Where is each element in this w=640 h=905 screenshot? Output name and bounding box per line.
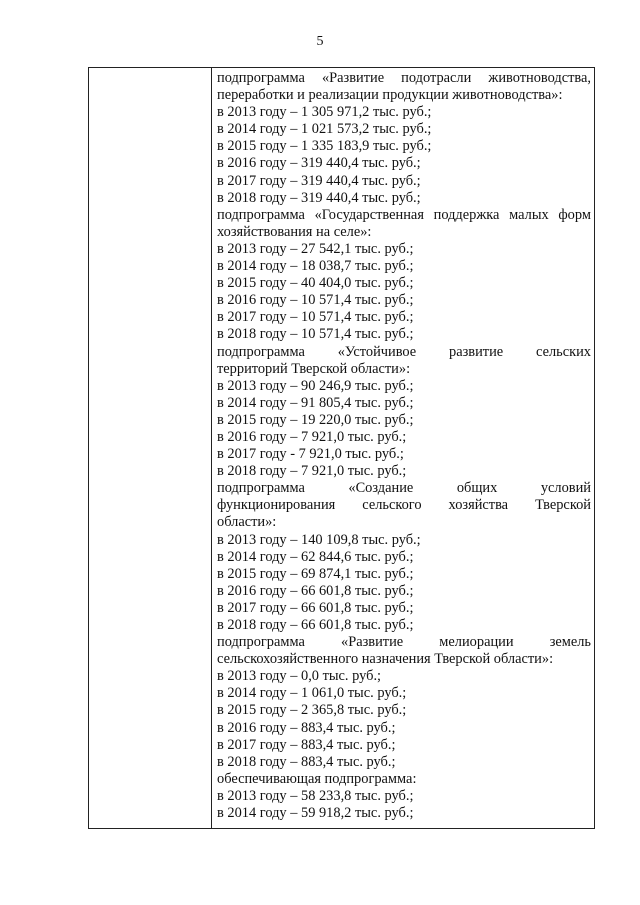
text-word: животноводства, <box>488 70 591 86</box>
text-line: хозяйствования на селе»: <box>217 223 372 240</box>
text-line: в 2014 году – 59 918,2 тыс. руб.; <box>217 805 414 822</box>
text-line: области»: <box>217 514 277 531</box>
text-word: развитие <box>449 343 504 360</box>
text-line <box>217 70 591 87</box>
text-line <box>217 634 591 651</box>
text-line: в 2013 году – 27 542,1 тыс. руб.; <box>217 240 414 257</box>
text-line: в 2018 году – 7 921,0 тыс. руб.; <box>217 463 407 480</box>
text-line: в 2013 году – 90 246,9 тыс. руб.; <box>217 377 414 394</box>
text-line: в 2013 году – 58 233,8 тыс. руб.; <box>217 787 414 804</box>
text-word: подпрограмма <box>217 480 305 497</box>
text-word: «Создание <box>348 480 414 497</box>
document-table <box>88 67 595 829</box>
text-line: в 2014 году – 1 021 573,2 тыс. руб.; <box>217 121 432 138</box>
text-line: в 2015 году – 19 220,0 тыс. руб.; <box>217 411 414 428</box>
text-word: малых <box>509 206 549 223</box>
text-line: в 2017 году – 319 440,4 тыс. руб.; <box>217 172 421 189</box>
text-word: подпрограмма <box>217 634 305 651</box>
text-line: территорий Тверской области»: <box>217 360 411 377</box>
text-word: мелиорации <box>439 634 514 651</box>
text-word: сельских <box>536 343 591 360</box>
text-word: общих <box>456 480 498 497</box>
text-word: Тверской <box>535 497 591 514</box>
text-word: хозяйства <box>448 497 509 514</box>
text-word: «Развитие <box>341 634 404 651</box>
text-line: в 2018 году – 10 571,4 тыс. руб.; <box>217 326 414 343</box>
text-word: поддержка <box>433 206 500 223</box>
text-line: в 2016 году – 7 921,0 тыс. руб.; <box>217 428 407 445</box>
text-line: в 2017 году - 7 921,0 тыс. руб.; <box>217 446 404 463</box>
text-line: в 2017 году – 66 601,8 тыс. руб.; <box>217 599 414 616</box>
text-line: в 2014 году – 91 805,4 тыс. руб.; <box>217 394 414 411</box>
text-line <box>217 344 591 361</box>
text-line: в 2014 году – 1 061,0 тыс. руб.; <box>217 685 407 702</box>
text-word: форм <box>558 206 591 223</box>
text-word: подотрасли <box>401 70 472 86</box>
text-line: в 2013 году – 0,0 тыс. руб.; <box>217 668 382 685</box>
text-line: в 2016 году – 10 571,4 тыс. руб.; <box>217 292 414 309</box>
text-line: в 2017 году – 10 571,4 тыс. руб.; <box>217 309 414 326</box>
text-line: в 2015 году – 69 874,1 тыс. руб.; <box>217 565 414 582</box>
text-line: в 2016 году – 319 440,4 тыс. руб.; <box>217 155 421 172</box>
text-word: «Государственная <box>314 206 424 223</box>
text-line: в 2015 году – 1 335 183,9 тыс. руб.; <box>217 138 432 155</box>
text-line: в 2015 году – 40 404,0 тыс. руб.; <box>217 275 414 292</box>
table-left-column <box>89 68 212 828</box>
text-line: в 2015 году – 2 365,8 тыс. руб.; <box>217 702 407 719</box>
text-line: в 2016 году – 66 601,8 тыс. руб.; <box>217 582 414 599</box>
text-line: в 2018 году – 66 601,8 тыс. руб.; <box>217 617 414 633</box>
text-word: функционирования <box>217 497 336 514</box>
text-line: в 2018 году – 883,4 тыс. руб.; <box>217 753 396 770</box>
page-number: 5 <box>316 34 324 49</box>
text-line: сельскохозяйственного назначения Тверской области»: <box>217 651 554 668</box>
text-line <box>217 497 591 514</box>
text-word: «Развитие <box>321 70 385 86</box>
text-line: в 2013 году – 1 305 971,2 тыс. руб.; <box>217 104 432 121</box>
text-line: в 2018 году – 319 440,4 тыс. руб.; <box>217 189 421 206</box>
text-line <box>217 207 591 224</box>
text-word: земель <box>549 634 591 651</box>
text-word: условий <box>540 480 591 497</box>
text-word: сельского <box>362 497 422 514</box>
text-line: в 2017 году – 883,4 тыс. руб.; <box>217 736 396 753</box>
text-line <box>217 480 591 497</box>
text-line: в 2014 году – 18 038,7 тыс. руб.; <box>217 258 414 275</box>
text-line: обеспечивающая подпрограмма: <box>217 770 417 787</box>
text-word: «Устойчивое <box>337 343 417 360</box>
text-word: подпрограмма <box>217 70 305 86</box>
text-line: переработки и реализации продукции животноводства»: <box>217 87 563 104</box>
table-right-column <box>212 68 594 828</box>
text-word: подпрограмма <box>217 343 305 360</box>
text-line: в 2016 году – 883,4 тыс. руб.; <box>217 719 396 736</box>
text-line: в 2013 году – 140 109,8 тыс. руб.; <box>217 531 421 548</box>
text-word: подпрограмма <box>217 206 305 223</box>
text-line: в 2014 году – 62 844,6 тыс. руб.; <box>217 548 414 565</box>
